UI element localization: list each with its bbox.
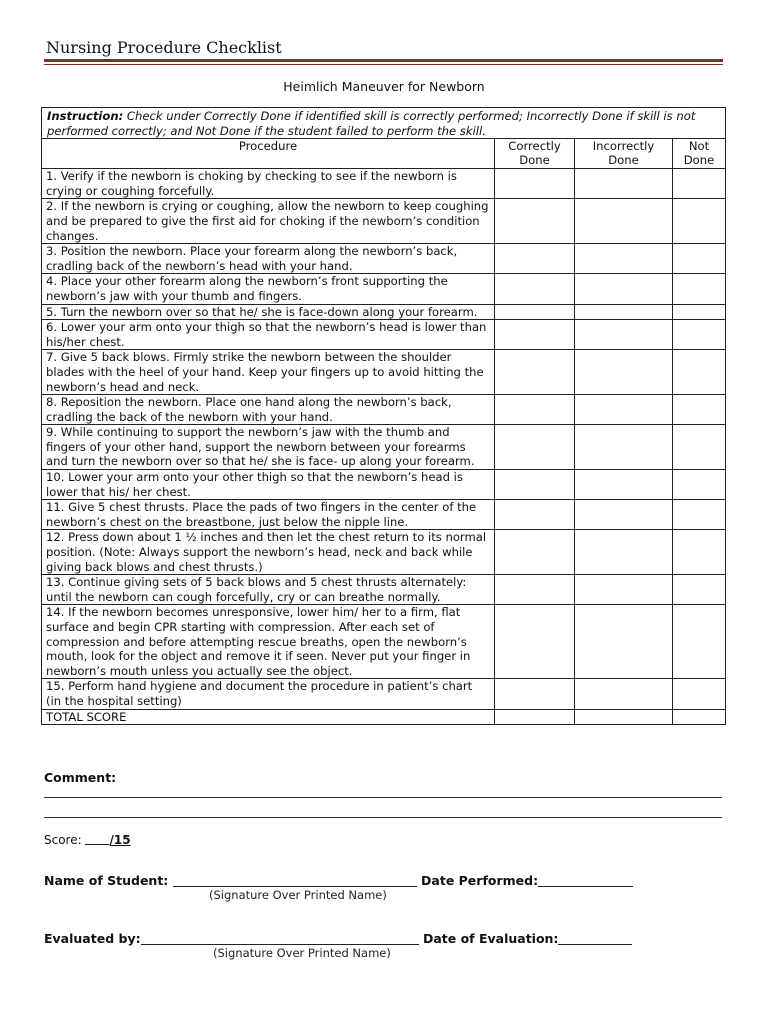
evaluator-signature-note: (Signature Over Printed Name) <box>213 946 391 960</box>
not-done-cell[interactable] <box>673 679 726 709</box>
comment-label: Comment: <box>44 770 117 785</box>
document-title: Heimlich Maneuver for Newborn <box>283 79 485 94</box>
not-done-cell[interactable] <box>673 274 726 304</box>
step-row <box>42 199 726 244</box>
correct-done-cell[interactable] <box>495 500 575 530</box>
correct-done-cell[interactable] <box>495 575 575 605</box>
incorrect-done-cell[interactable] <box>575 470 673 500</box>
date-of-evaluation-field[interactable] <box>558 931 632 945</box>
step-row <box>42 530 726 575</box>
incorrect-done-cell[interactable] <box>575 605 673 679</box>
instruction-text: Check under Correctly Done if identified skill is correctly performed; Incorrectly Done if skill is not performed correctly; and Not Done if the student failed to perform the skill. <box>47 109 696 138</box>
correct-done-cell[interactable] <box>495 470 575 500</box>
not-done-cell[interactable] <box>673 320 726 350</box>
incorrect-done-cell[interactable] <box>575 199 673 244</box>
score-line <box>44 832 131 847</box>
header-rule-thick <box>44 59 723 62</box>
step-text: 6. Lower your arm onto your thigh so that the newborn’s head is lower than his/her chest. <box>42 320 495 350</box>
procedure-header: Procedure <box>42 139 495 169</box>
date-of-evaluation-label: Date of Evaluation: <box>422 931 559 946</box>
correct-done-cell[interactable] <box>495 274 575 304</box>
not-done-cell[interactable] <box>673 605 726 679</box>
correct-done-cell[interactable] <box>495 320 575 350</box>
step-text: 14. If the newborn becomes unresponsive, lower him/ her to a firm, flat surface and begin CPR starting with compression. After each set of compression and before attempting rescue breaths, open the newborn’s mouth, look for the object and remove it if seen. Never put your finger in newborn’s mouth unless you actually see the object. <box>42 605 495 679</box>
step-row <box>42 575 726 605</box>
not-done-cell[interactable] <box>673 425 726 470</box>
not-done-cell[interactable] <box>673 244 726 274</box>
checklist-table <box>41 107 726 725</box>
total-not-done-cell[interactable] <box>673 709 726 725</box>
step-row <box>42 425 726 470</box>
evaluated-by-label: Evaluated by: <box>44 931 141 946</box>
not-done-cell[interactable] <box>673 350 726 395</box>
step-row <box>42 605 726 679</box>
incorrect-done-cell[interactable] <box>575 350 673 395</box>
date-performed-label: Date Performed: <box>421 873 539 888</box>
step-text: 15. Perform hand hygiene and document the procedure in patient’s chart (in the hospital setting) <box>42 679 495 709</box>
step-row <box>42 274 726 304</box>
header-rule-thin <box>44 64 723 65</box>
correct-done-cell[interactable] <box>495 425 575 470</box>
correct-done-cell[interactable] <box>495 530 575 575</box>
incorrect-done-cell[interactable] <box>575 244 673 274</box>
student-name-label: Name of Student: <box>44 873 169 888</box>
correct-done-cell[interactable] <box>495 244 575 274</box>
incorrect-done-cell[interactable] <box>575 679 673 709</box>
step-text: 11. Give 5 chest thrusts. Place the pads of two fingers in the center of the newborn’s chest on the breastbone, just below the nipple line. <box>42 500 495 530</box>
step-text: 13. Continue giving sets of 5 back blows and 5 chest thrusts alternately: until the newborn can cough forcefully, cry or can breathe normally. <box>42 575 495 605</box>
correct-done-cell[interactable] <box>495 169 575 199</box>
step-text: 4. Place your other forearm along the newborn’s front supporting the newborn’s jaw with your thumb and fingers. <box>42 274 495 304</box>
student-row <box>44 873 633 888</box>
student-name-field[interactable] <box>173 873 417 887</box>
step-text: 5. Turn the newborn over so that he/ she is face-down along your forearm. <box>42 304 495 320</box>
step-text: 1. Verify if the newborn is choking by checking to see if the newborn is crying or coughing forcefully. <box>42 169 495 199</box>
score-value: /15 <box>109 833 131 847</box>
step-row <box>42 350 726 395</box>
instruction-cell <box>42 108 726 139</box>
step-row <box>42 169 726 199</box>
steps-body <box>42 169 726 709</box>
instruction-label: Instruction: <box>47 109 124 123</box>
step-text: 3. Position the newborn. Place your forearm along the newborn’s back, cradling back of the newborn’s head with your hand. <box>42 244 495 274</box>
not-done-cell[interactable] <box>673 575 726 605</box>
step-row <box>42 320 726 350</box>
incorrect-done-cell[interactable] <box>575 304 673 320</box>
correct-done-cell[interactable] <box>495 395 575 425</box>
step-text: 8. Reposition the newborn. Place one hand along the newborn’s back, cradling the back of the newborn with your hand. <box>42 395 495 425</box>
score-blank[interactable] <box>85 832 109 845</box>
date-performed-field[interactable] <box>538 873 633 887</box>
incorrect-done-cell[interactable] <box>575 530 673 575</box>
incorrect-done-cell[interactable] <box>575 395 673 425</box>
header-title: Nursing Procedure Checklist <box>46 38 282 57</box>
total-incorrect-cell[interactable] <box>575 709 673 725</box>
column-header-row <box>42 139 726 169</box>
step-row <box>42 679 726 709</box>
not-done-cell[interactable] <box>673 395 726 425</box>
incorrect-done-cell[interactable] <box>575 320 673 350</box>
not-done-cell[interactable] <box>673 199 726 244</box>
evaluated-by-field[interactable] <box>141 931 419 945</box>
step-row <box>42 500 726 530</box>
score-label: Score: <box>44 833 82 847</box>
student-signature-note: (Signature Over Printed Name) <box>209 888 387 902</box>
incorrect-done-cell[interactable] <box>575 500 673 530</box>
not-done-header: Not Done <box>673 139 726 169</box>
step-row <box>42 470 726 500</box>
correct-done-cell[interactable] <box>495 679 575 709</box>
step-row <box>42 244 726 274</box>
not-done-cell[interactable] <box>673 304 726 320</box>
step-text: 2. If the newborn is crying or coughing, allow the newborn to keep coughing and be prepared to give the first aid for choking if the newborn’s condition changes. <box>42 199 495 244</box>
total-score-label: TOTAL SCORE <box>42 709 495 725</box>
correct-done-cell[interactable] <box>495 605 575 679</box>
incorrect-done-cell[interactable] <box>575 274 673 304</box>
not-done-cell[interactable] <box>673 530 726 575</box>
step-text: 12. Press down about 1 ½ inches and then let the chest return to its normal position. (Note: Always support the newborn’s head, neck and back while giving back blows and chest thrusts.) <box>42 530 495 575</box>
incorrect-done-cell[interactable] <box>575 169 673 199</box>
not-done-cell[interactable] <box>673 500 726 530</box>
correct-done-cell[interactable] <box>495 304 575 320</box>
evaluator-row <box>44 931 632 946</box>
incorrect-done-cell[interactable] <box>575 425 673 470</box>
instruction-row <box>42 108 726 139</box>
step-row <box>42 304 726 320</box>
incorrectly-done-header: Incorrectly Done <box>575 139 673 169</box>
step-text: 9. While continuing to support the newborn’s jaw with the thumb and fingers of your other hand, support the newborn between your forearms and turn the newborn over so that he/ she is face- up along your forearm. <box>42 425 495 470</box>
comment-line-2[interactable] <box>44 817 722 818</box>
correctly-done-header: Correctly Done <box>495 139 575 169</box>
comment-line-1[interactable] <box>44 797 722 798</box>
correct-done-cell[interactable] <box>495 350 575 395</box>
step-text: 10. Lower your arm onto your other thigh so that the newborn’s head is lower that his/ her chest. <box>42 470 495 500</box>
not-done-cell[interactable] <box>673 470 726 500</box>
total-score-row <box>42 709 726 725</box>
step-text: 7. Give 5 back blows. Firmly strike the newborn between the shoulder blades with the heel of your hand. Keep your fingers up to avoid hitting the newborn’s head and neck. <box>42 350 495 395</box>
correct-done-cell[interactable] <box>495 199 575 244</box>
not-done-cell[interactable] <box>673 169 726 199</box>
incorrect-done-cell[interactable] <box>575 575 673 605</box>
total-correct-cell[interactable] <box>495 709 575 725</box>
step-row <box>42 395 726 425</box>
